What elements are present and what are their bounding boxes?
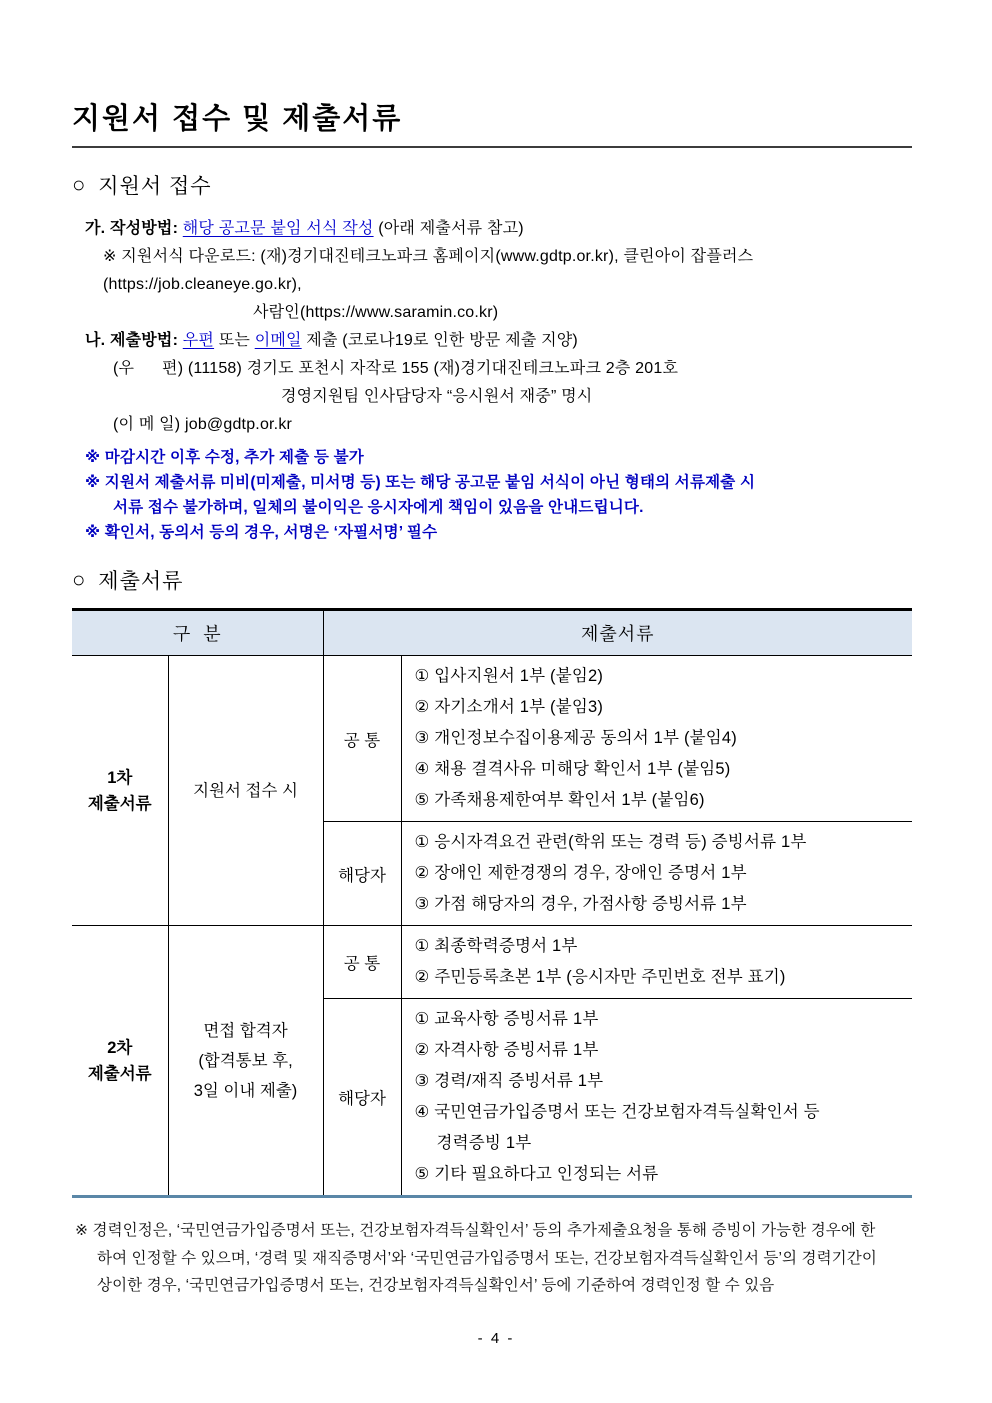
table-row <box>72 656 912 822</box>
submit-method-label: 나. 제출방법: <box>85 332 179 349</box>
list-item: ⑤ 가족채용제한여부 확인서 1부 (붙임6) <box>414 791 705 809</box>
note-missing-docs-cont: 서류 접수 불가하며, 일체의 불이익은 응시자에게 책임이 있음을 안내드립니다. <box>113 499 644 516</box>
line-email-address: (이 메 일) job@gdtp.or.kr <box>113 416 293 433</box>
write-method-suffix: (아래 제출서류 참고) <box>373 220 524 237</box>
stage1-eligible-items-cell <box>401 822 912 926</box>
table-row <box>72 926 912 999</box>
list-item: ② 자격사항 증빙서류 1부 <box>414 1041 599 1059</box>
stage1-eligible-label-cell: 해당자 <box>323 822 401 926</box>
stage2-common-label-cell: 공 통 <box>323 926 401 999</box>
note-deadline: ※ 마감시간 이후 수정, 추가 제출 등 불가 <box>85 449 364 466</box>
line-postal-address: (우 편) (11158) 경기도 포천시 자작로 155 (재)경기대진테크노파크 2층 201호 <box>113 360 679 377</box>
list-item: ③ 가점 해당자의 경우, 가점사항 증빙서류 1부 <box>414 895 747 913</box>
write-method-label: 가. 작성방법: <box>85 220 179 237</box>
list-item: ④ 채용 결격사유 미해당 확인서 1부 (붙임5) <box>414 760 731 778</box>
stage2-common-items-cell <box>401 926 912 999</box>
submit-method-suffix: 제출 (코로나19로 인한 방문 제출 지양) <box>301 332 578 349</box>
page-number: - 4 - <box>477 1330 515 1347</box>
attachment-form-link[interactable]: 해당 공고문 붙임 서식 작성 <box>182 220 374 237</box>
stage1-common-label-cell: 공 통 <box>323 656 401 822</box>
line-download-note-cont: 사람인(https://www.saramin.co.kr) <box>253 304 499 321</box>
career-recognition-footnote: ※ 경력인정은, ‘국민연금가입증명서 또는, 건강보험자격득실확인서’ 등의 추가제출요청을 통해 증빙이 가능한 경우에 한 하여 인정할 수 있으며, ‘경력 및 재직증명서’와 ‘국민연금가입증명서 또는, 건강보험자격득실확인서 등’의 경력기간이 상이한 경우, ‘국민연금가입증명서 또는, 건강보험자격득실확인서’ 등에 기준하여 경력인정 할 수 있음 <box>75 1222 877 1294</box>
stage1-name-cell: 1차 제출서류 <box>72 656 168 926</box>
stage1-common-items-cell <box>401 656 912 822</box>
list-item: ④ 국민연금가입증명서 또는 건강보험자격득실확인서 등 <box>414 1103 820 1121</box>
stage2-eligible-label-cell: 해당자 <box>323 999 401 1197</box>
post-link[interactable]: 우편 <box>182 332 215 349</box>
section-heading-label: 제출서류 <box>98 570 184 593</box>
page-title: 지원서 접수 및 제출서류 <box>72 103 403 135</box>
line-attention: 경영지원팀 인사담당자 “응시원서 재중” 명시 <box>281 388 593 405</box>
section-heading-documents <box>72 565 912 595</box>
list-item: ① 입사지원서 1부 (붙임2) <box>414 667 604 685</box>
list-item: ① 교육사항 증빙서류 1부 <box>414 1010 599 1028</box>
section-heading-label: 지원서 접수 <box>98 175 212 198</box>
note-missing-docs: ※ 지원서 제출서류 미비(미제출, 미서명 등) 또는 해당 공고문 붙임 서식이 아닌 형태의 서류제출 시 <box>85 474 756 491</box>
circle-bullet-icon: ○ <box>72 172 87 197</box>
header-category: 구 분 <box>72 610 323 656</box>
list-item-continuation: 경력증빙 1부 <box>436 1134 532 1152</box>
submit-method-mid: 또는 <box>214 332 255 349</box>
list-item: ③ 개인정보수집이용제공 동의서 1부 (붙임4) <box>414 729 737 747</box>
line-submit-method <box>72 327 912 355</box>
stage1-when-cell: 지원서 접수 시 <box>168 656 323 926</box>
stage2-name-cell: 2차 제출서류 <box>72 926 168 1197</box>
line-write-method <box>72 215 912 243</box>
list-item: ③ 경력/재직 증빙서류 1부 <box>414 1072 604 1090</box>
line-download-note: ※ 지원서식 다운로드: (재)경기대진테크노파크 홈페이지(www.gdtp.or.kr), 클린아이 잡플러스(https://job.cleaneye.go.kr), <box>103 248 754 293</box>
note-signature: ※ 확인서, 동의서 등의 경우, 서명은 ‘자필서명’ 필수 <box>85 524 438 541</box>
stage2-eligible-items-cell <box>401 999 912 1197</box>
documents-table <box>72 608 912 1198</box>
list-item: ② 장애인 제한경쟁의 경우, 장애인 증명서 1부 <box>414 864 747 882</box>
section-heading-application <box>72 170 912 200</box>
stage2-when-cell: 면접 합격자 (합격통보 후, 3일 이내 제출) <box>168 926 323 1197</box>
table-header-row <box>72 610 912 656</box>
list-item: ⑤ 기타 필요하다고 인정되는 서류 <box>414 1165 659 1183</box>
list-item: ② 자기소개서 1부 (붙임3) <box>414 698 604 716</box>
header-documents: 제출서류 <box>323 610 912 656</box>
email-link[interactable]: 이메일 <box>254 332 302 349</box>
list-item: ① 응시자격요건 관련(학위 또는 경력 등) 증빙서류 1부 <box>414 833 807 851</box>
list-item: ① 최종학력증명서 1부 <box>414 937 578 955</box>
title-divider <box>72 146 912 148</box>
circle-bullet-icon: ○ <box>72 567 87 592</box>
list-item: ② 주민등록초본 1부 (응시자만 주민번호 전부 표기) <box>414 968 786 986</box>
